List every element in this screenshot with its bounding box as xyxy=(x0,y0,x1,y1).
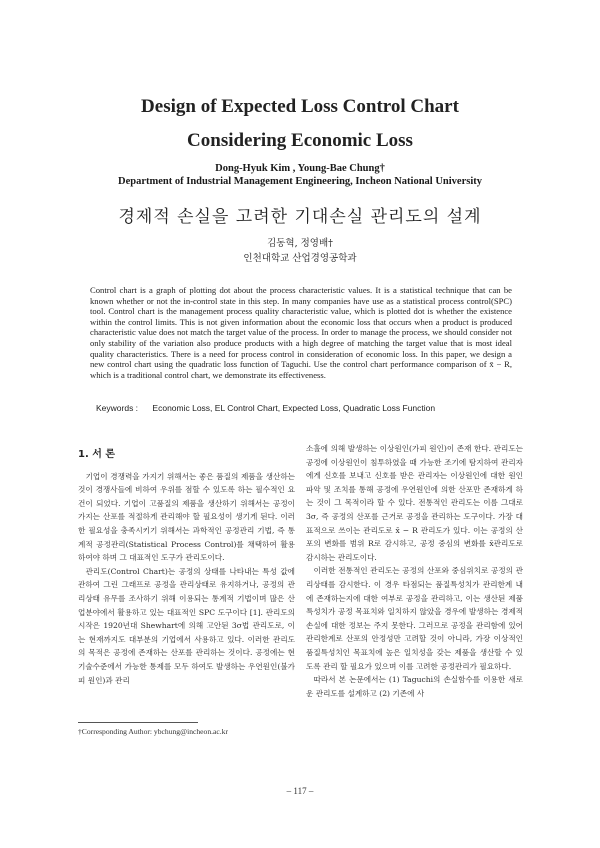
footnote: †Corresponding Author: ybchung@incheon.ac.kr xyxy=(78,727,228,736)
abstract: Control chart is a graph of plotting dot about the process characteristic values. It is a statistical technique that can be known whether or not the in-control state in this step. In many companies have use as a statistical process control(SPC) tool. Control chart is the management process quality characteristic value, which is plotted dot is whether the existence within the control limits. This is not given information about the economic loss that occurs when a product is produced characteristic value does not match the target value of the process. In order to manage the process, we should consider not only stability of the variation also produce products with a high degree of matching the target value that is most ideal quality characteristics. There is a need for process control in consideration of economic loss. In this paper, we design a new control chart using the quadratic loss function of Taguchi. Use the control chart performance comparison of x̄ − R, which is a traditional control chart, we demonstrate its effectiveness. xyxy=(90,285,512,380)
body-paragraph: 기업이 경쟁력을 가지기 위해서는 좋은 품질의 제품을 생산하는 것이 경쟁사들에 비하여 우위를 점할 수 있도록 하는 필수적인 요건이 되었다. 기업이 고품질의 제품을 생산하기 위해서는 공정이 가지는 산포를 적절하게 관리해야 할 필요성이 생기게 된다. 이러한 필요성을 충족시키기 위해서는 과학적인 공정관리 기법, 즉 통계적 공정관리(Statistical Process Control)를 채택하여 활용하여야 하며 그 대표적인 도구가 관리도이다. xyxy=(78,471,295,563)
korean-title: 경제적 손실을 고려한 기대손실 관리도의 설계 xyxy=(118,207,482,227)
left-column xyxy=(78,442,295,687)
right-column xyxy=(306,442,523,700)
keywords-label: Keywords : xyxy=(96,403,139,413)
page-number: – 117 – xyxy=(286,786,314,796)
keywords-line xyxy=(96,403,516,413)
english-affiliation: Department of Industrial Management Engineering, Incheon National University xyxy=(118,176,482,187)
body-paragraph: 관리도(Control Chart)는 공정의 상태를 나타내는 특성 값에 관하여 그린 그래프로 공정을 관리상태로 유지하거나, 공정의 관리상태 유무를 조사하기 위해 이용되는 통계적 기법이며 많은 산업분야에서 활용하고 있는 대표적인 SPC 도구이다 [1]. 관리도의 시작은 1920년대 Shewhart에 의해 고안된 3σ법 관리도로, 이는 현재까지도 대부분의 기업에서 사용하고 있다. 이러한 관리도의 목적은 공정에 존재하는 산포를 관리하는 것이다. 공정에는 현 기술수준에서 가능한 통제를 모두 하여도 발생하는 우연원인(불가피 원인)과 관리 xyxy=(78,566,295,685)
paper-title-line-1: Design of Expected Loss Control Chart xyxy=(141,96,459,117)
korean-authors: 김동혁, 정영배† xyxy=(267,238,333,249)
korean-author-block xyxy=(60,236,540,266)
footnote-divider xyxy=(78,722,198,723)
keywords-list: Economic Loss, EL Control Chart, Expected Loss, Quadratic Loss Function xyxy=(152,403,436,413)
body-paragraph: 소홀에 의해 발생하는 이상원인(가피 원인)이 존재 한다. 관리도는 공정에 이상원인이 침투하였을 때 가능한 조기에 탐지하여 관리자에게 신호를 보내고 신호를 받은 관리자는 이상원인에 대한 원인 파악 및 조치를 통해 공정에 우연원인에 의한 산포만 존재하게 하는 것이 그 목적이라 할 수 있다. 전통적인 관리도는 이름 그대로 3σ, 즉 공정의 산포를 근거로 공정을 관리하는 도구이다. 가장 대표적으로 쓰이는 관리도로 x̄ − R 관리도가 있다. 이는 공정의 산포의 변화를 범위 R로 감시하고, 공정 중심의 변화를 x̄관리도로 감시하는 관리도이다. xyxy=(306,444,523,562)
section-heading-introduction: 1. 서 론 xyxy=(78,449,116,460)
korean-affiliation: 인천대학교 산업경영공학과 xyxy=(243,253,357,264)
body-paragraph: 이러한 전통적인 관리도는 공정의 산포와 중심위치로 공정의 관리상태를 감시한다. 이 경우 타점되는 품질특성치가 관리한계 내에 존재하는지에 대한 여부로 공정을 관리하고, 이는 생산된 제품 특성치가 공정 목표치와 일치하지 않았을 경우에 발생하는 경제적 손실에 대한 정보는 주지 못한다. 그러므로 공정을 관리함에 있어 관리한계로 산포의 안정성만 고려할 것이 아니라, 가장 이상적인 품질특성치인 목표치에 높은 일치성을 갖는 제품을 생산할 수 있도록 관리 할 필요가 있으며 이를 고려한 공정관리가 필요하다. xyxy=(306,566,523,671)
paper-title-line-2: Considering Economic Loss xyxy=(187,130,413,151)
english-author-block xyxy=(60,162,540,188)
body-paragraph: 따라서 본 논문에서는 (1) Taguchi의 손실함수를 이용한 새로운 관리도를 설계하고 (2) 기존에 사 xyxy=(306,675,523,698)
english-authors: Dong-Hyuk Kim , Young-Bae Chung† xyxy=(215,163,385,174)
